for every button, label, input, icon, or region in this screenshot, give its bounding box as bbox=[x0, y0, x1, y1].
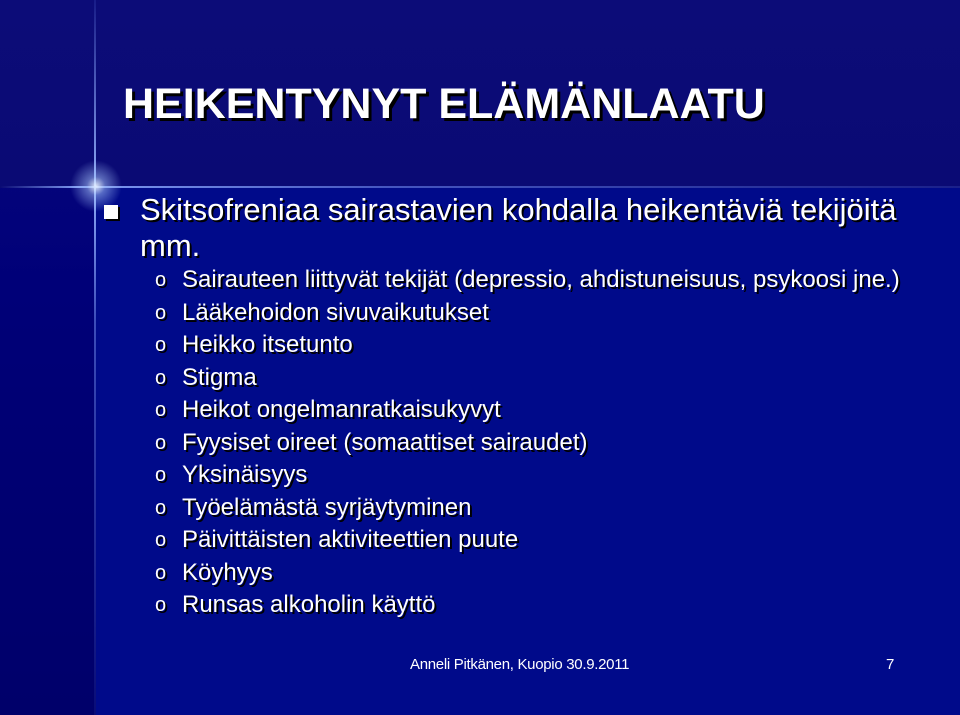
list-item-text: Sairauteen liittyvät tekijät (depressio, ahdistuneisuus, psykoosi jne.) bbox=[182, 266, 900, 293]
list-item-text: Heikot ongelmanratkaisukyvyt bbox=[182, 396, 501, 423]
circle-bullet-icon: o bbox=[155, 496, 167, 519]
slide-title: HEIKENTYNYT ELÄMÄNLAATU bbox=[123, 80, 765, 128]
square-bullet-icon bbox=[104, 205, 118, 219]
list-item bbox=[155, 494, 915, 522]
sub-bullet-list bbox=[155, 266, 915, 624]
circle-bullet-icon: o bbox=[155, 561, 167, 584]
circle-bullet-icon: o bbox=[155, 269, 167, 291]
circle-bullet-icon: o bbox=[155, 301, 167, 324]
list-item-text: Runsas alkoholin käyttö bbox=[182, 591, 436, 618]
list-item bbox=[155, 526, 915, 554]
list-item-text: Työelämästä syrjäytyminen bbox=[182, 493, 472, 521]
circle-bullet-icon: o bbox=[155, 594, 167, 616]
list-item-text: Heikko itsetunto bbox=[182, 331, 353, 358]
circle-bullet-icon: o bbox=[155, 529, 167, 551]
list-item-text: Yksinäisyys bbox=[182, 461, 308, 488]
circle-bullet-icon: o bbox=[155, 399, 167, 421]
list-item bbox=[155, 591, 915, 619]
list-item-text: Lääkehoidon sivuvaikutukset bbox=[182, 298, 489, 326]
list-item bbox=[155, 559, 915, 587]
list-item bbox=[155, 396, 915, 424]
list-item bbox=[155, 266, 915, 294]
list-item bbox=[155, 331, 915, 359]
circle-bullet-icon: o bbox=[155, 431, 167, 454]
list-item-text: Köyhyys bbox=[182, 558, 273, 586]
circle-bullet-icon: o bbox=[155, 366, 167, 389]
circle-bullet-icon: o bbox=[155, 334, 167, 356]
list-item-text: Päivittäisten aktiviteettien puute bbox=[182, 526, 519, 553]
list-item bbox=[155, 461, 915, 489]
horizontal-accent-line bbox=[0, 186, 960, 188]
list-item bbox=[155, 299, 915, 327]
list-item-text: Stigma bbox=[182, 363, 257, 391]
circle-bullet-icon: o bbox=[155, 464, 167, 486]
list-item bbox=[155, 429, 915, 457]
list-item-text: Fyysiset oireet (somaattiset sairaudet) bbox=[182, 428, 588, 456]
main-point: Skitsofreniaa sairastavien kohdalla heikentäviä tekijöitä mm. bbox=[140, 192, 897, 263]
page-number: 7 bbox=[886, 656, 895, 673]
vertical-accent-line bbox=[94, 0, 96, 715]
footer-text: Anneli Pitkänen, Kuopio 30.9.2011 bbox=[410, 656, 630, 673]
list-item bbox=[155, 364, 915, 392]
